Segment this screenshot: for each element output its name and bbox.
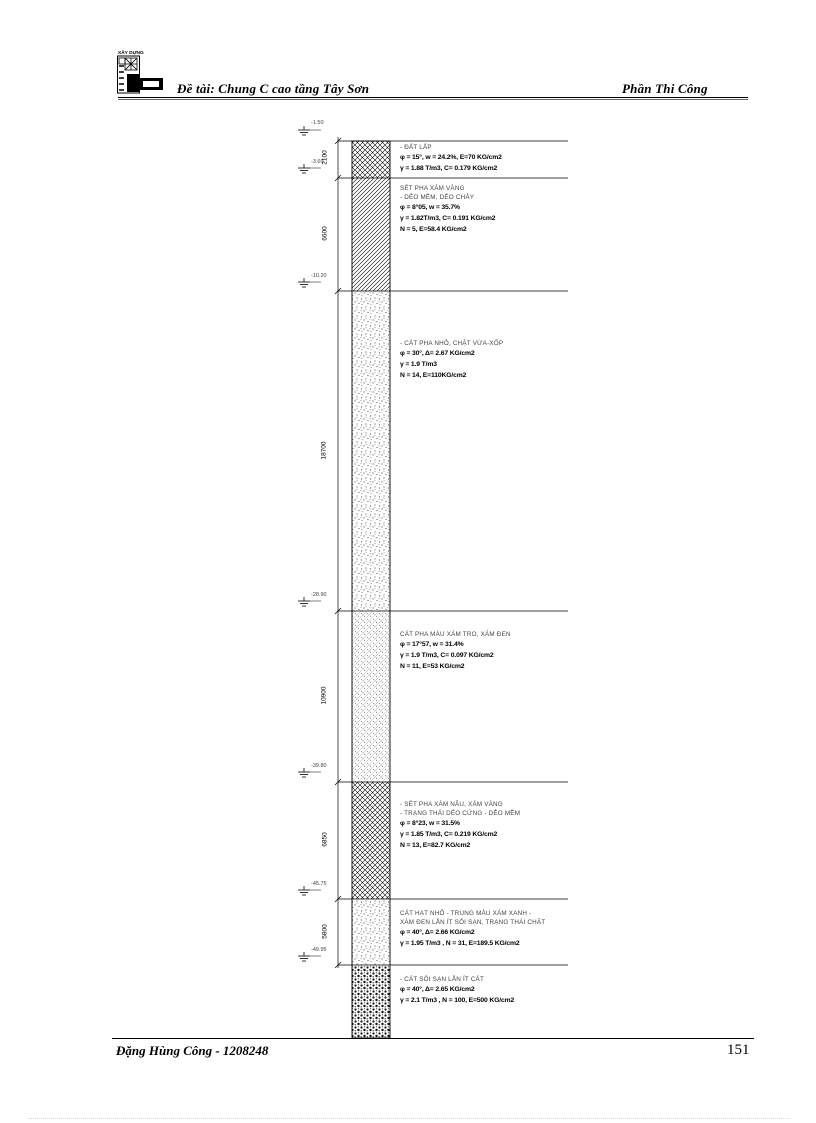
elevation-label: -45.75	[311, 881, 327, 887]
layer-description: CÁT HẠT NHỎ - TRUNG MÀU XÁM XANH -	[400, 910, 532, 917]
layer-property: φ = 8°05, w = 35.7%	[400, 204, 460, 211]
layer-thickness: 6600	[321, 226, 329, 241]
layer-property: γ = 1.9 T/m3	[400, 361, 437, 368]
layer-description: - CÁT SỎI SẠN LẪN ÍT CÁT	[400, 976, 484, 983]
layer-3-fill	[352, 291, 390, 611]
layer-property: γ = 1.85 T/m3, C= 0.219 KG/cm2	[400, 831, 498, 838]
section-title: Phần Thi Công	[622, 81, 708, 96]
layer-thickness: 6850	[321, 832, 329, 847]
layer-property: N = 5, E=58.4 KG/cm2	[400, 226, 467, 233]
layer-property: φ = 17°57, w = 31.4%	[400, 641, 464, 648]
layer-property: γ = 1.9 T/m3, C= 0.097 KG/cm2	[400, 652, 494, 659]
layer-property: φ = 15°, w = 24.2%, E=70 KG/cm2	[400, 154, 502, 161]
elevation-label: -28.90	[311, 592, 327, 598]
layer-property: φ = 40°, Δ= 2.65 KG/cm2	[400, 986, 475, 993]
layer-property: N = 11, E=53 KG/cm2	[400, 663, 465, 670]
layer-thickness: 2100	[321, 150, 329, 165]
layer-2-annotation	[400, 184, 495, 235]
elevation-markers	[298, 126, 321, 961]
layer-6-fill	[352, 899, 390, 965]
elevation-label: -3.60	[311, 159, 324, 165]
document-topic: Đề tài: Chung C cao tầng Tây Sơn	[177, 81, 370, 96]
layer-3-annotation	[400, 339, 503, 381]
layer-property: φ = 8°23, w = 31.5%	[400, 820, 460, 827]
layer-5-fill	[352, 782, 390, 899]
layer-1-annotation	[400, 143, 502, 174]
svg-text:XÂY DỰNG: XÂY DỰNG	[118, 51, 144, 56]
layer-property: φ = 30°, Δ= 2.67 KG/cm2	[400, 350, 475, 357]
elevation-label: -39.80	[311, 763, 327, 769]
layer-description: - ĐẤT LẤP	[400, 144, 432, 151]
layer-property: γ = 2.1 T/m3 , N = 100, E=500 KG/cm2	[400, 997, 515, 1004]
elevation-label: -49.95	[311, 947, 327, 953]
layer-2-fill	[352, 178, 390, 291]
elevation-label: -10.20	[311, 273, 327, 279]
layer-thickness: 10900	[320, 686, 328, 705]
layer-7-annotation	[400, 975, 514, 1006]
layer-property: γ = 1.95 T/m3 , N = 31, E=189.5 KG/cm2	[400, 940, 520, 947]
layer-1-fill	[352, 141, 390, 178]
page-edge	[28, 1118, 790, 1119]
layer-6-annotation	[400, 909, 545, 949]
layer-5-annotation	[400, 800, 520, 851]
layer-description: CÁT PHA MÀU XÁM TRO, XÁM ĐEN	[400, 631, 511, 638]
layer-description: - TRẠNG THÁI DẺO CỨNG - DẺO MỀM	[400, 810, 521, 817]
layer-thickness: 5800	[321, 924, 329, 939]
layer-7-fill	[352, 965, 390, 1038]
elevation-label: -1.50	[311, 120, 324, 126]
footer-rule	[112, 1038, 754, 1039]
layer-property: N = 14, E=110KG/cm2	[400, 372, 467, 379]
layer-description: XÁM ĐEN LẪN ÍT SỎI SẠN, TRẠNG THÁI CHẶT	[400, 919, 546, 926]
layer-thickness: 18700	[320, 441, 328, 460]
layer-property: N = 13, E=82.7 KG/cm2	[400, 842, 471, 849]
layer-property: γ = 1.88 T/m3, C= 0.179 KG/cm2	[400, 165, 498, 172]
layer-property: φ = 40°, Δ= 2.66 KG/cm2	[400, 929, 475, 936]
layer-description: - DẺO MỀM, DẺO CHẢY	[400, 194, 475, 201]
layer-4-fill	[352, 611, 390, 782]
layer-description: - SÉT PHA XÁM NÂU, XÁM VÀNG	[400, 801, 503, 808]
layer-4-annotation	[400, 630, 511, 672]
page-number: 151	[727, 1042, 750, 1058]
layer-property: γ = 1.82T/m3, C= 0.191 KG/cm2	[400, 215, 496, 222]
footer-author: Đặng Hùng Công - 1208248	[116, 1043, 269, 1058]
layer-description: SÉT PHA XÁM VÀNG	[400, 185, 465, 192]
layer-description: - CÁT PHA NHỎ, CHẶT VỪA-XỐP	[400, 340, 504, 347]
